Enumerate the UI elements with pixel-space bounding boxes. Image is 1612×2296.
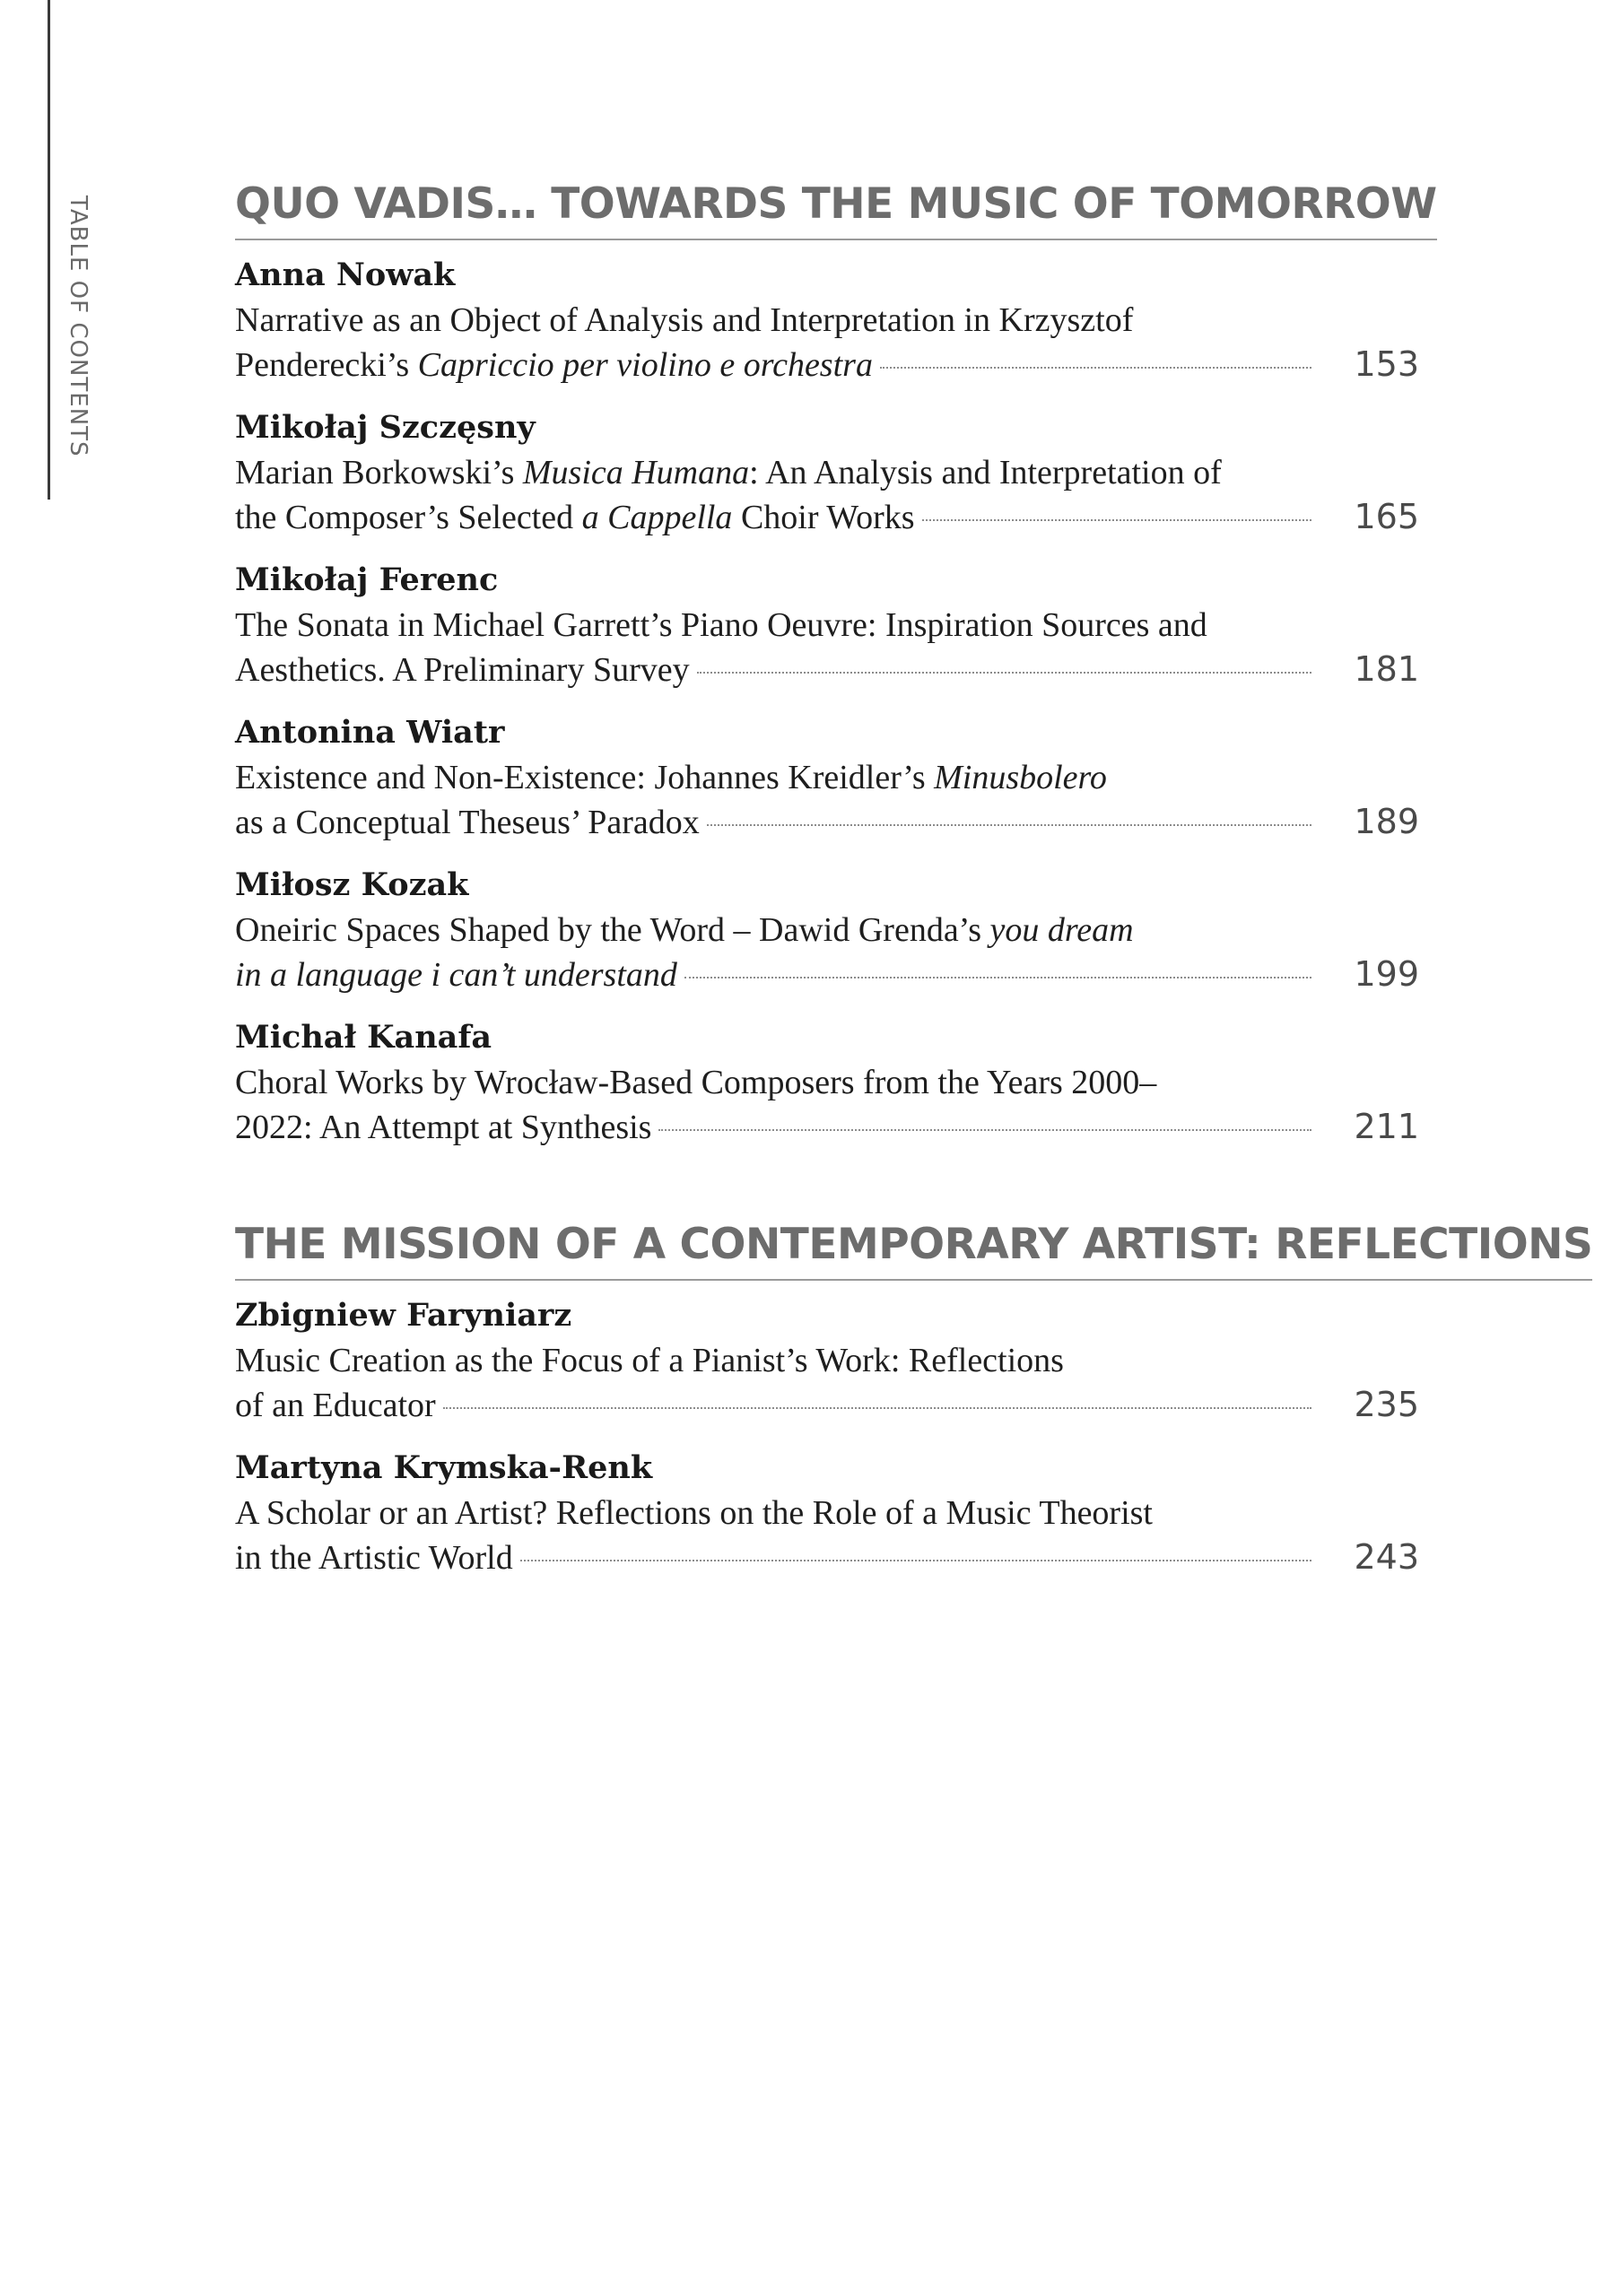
entry-title-text: as a Conceptual Theseus’ Paradox bbox=[235, 804, 700, 841]
entry-title-line: The Sonata in Michael Garrett’s Piano Oeuvre: Inspiration Sources and bbox=[235, 606, 1207, 644]
entry-author: Mikołaj Ferenc bbox=[235, 561, 499, 598]
entry-title-line: A Scholar or an Artist? Reflections on the Role of a Music Theorist bbox=[235, 1494, 1153, 1532]
toc-entry[interactable] bbox=[235, 253, 1419, 387]
entry-title-last-line bbox=[235, 800, 1419, 845]
entry-title-text: in the Artistic World bbox=[235, 1539, 513, 1577]
entry-author: Antonina Wiatr bbox=[235, 714, 505, 751]
entry-title-text: of an Educator bbox=[235, 1387, 436, 1424]
dot-leader bbox=[707, 824, 1311, 826]
section-title: THE MISSION OF A CONTEMPORARY ARTIST: REFLECTIONS bbox=[235, 1220, 1592, 1281]
toc-entry[interactable] bbox=[235, 1446, 1419, 1580]
running-header: TABLE OF CONTENTS bbox=[65, 196, 91, 457]
entry-title-line: Existence and Non-Existence: Johannes Kreidler’s Minusbolero bbox=[235, 759, 1107, 796]
entry-title-last-line bbox=[235, 1383, 1419, 1428]
page-number: 243 bbox=[1354, 1537, 1419, 1577]
section-mission bbox=[235, 1220, 1593, 1580]
entry-title-line: Narrative as an Object of Analysis and Interpretation in Krzysztof bbox=[235, 301, 1134, 339]
entry-title-last-line bbox=[235, 1105, 1419, 1150]
entry-title-text: Aesthetics. A Preliminary Survey bbox=[235, 651, 690, 689]
entry-author: Michał Kanafa bbox=[235, 1019, 492, 1056]
page-number: 211 bbox=[1354, 1107, 1419, 1146]
toc-entry[interactable] bbox=[235, 863, 1419, 997]
entry-title-line: Oneiric Spaces Shaped by the Word – Dawid Grenda’s you dream bbox=[235, 911, 1134, 949]
toc-entry[interactable] bbox=[235, 558, 1419, 692]
section-title: QUO VADIS… TOWARDS THE MUSIC OF TOMORROW bbox=[235, 179, 1437, 240]
dot-leader bbox=[922, 519, 1311, 521]
dot-leader bbox=[520, 1560, 1311, 1561]
toc-entry[interactable] bbox=[235, 1015, 1419, 1150]
section-quo-vadis bbox=[235, 179, 1437, 1150]
dot-leader bbox=[880, 367, 1311, 369]
entry-author: Martyna Krymska-Renk bbox=[235, 1449, 653, 1486]
entry-title-last-line bbox=[235, 1535, 1419, 1580]
toc-entry[interactable] bbox=[235, 710, 1419, 845]
margin-rule bbox=[48, 0, 50, 500]
page-number: 165 bbox=[1354, 497, 1419, 536]
entry-author: Mikołaj Szczęsny bbox=[235, 409, 536, 446]
page-number: 181 bbox=[1354, 649, 1419, 689]
table-of-contents bbox=[235, 179, 1593, 1598]
page-number: 199 bbox=[1354, 954, 1419, 994]
dot-leader bbox=[697, 672, 1311, 674]
dot-leader bbox=[658, 1129, 1311, 1131]
entry-title-text: in a language i can’t understand bbox=[235, 956, 677, 994]
entry-title-last-line bbox=[235, 343, 1419, 387]
entry-title-line: Music Creation as the Focus of a Pianist’s Work: Reflections bbox=[235, 1342, 1064, 1379]
toc-entry[interactable] bbox=[235, 1293, 1419, 1428]
entry-author: Zbigniew Faryniarz bbox=[235, 1297, 572, 1334]
entry-title-text: Penderecki’s Capriccio per violino e orchestra bbox=[235, 346, 873, 384]
entry-title-line: Marian Borkowski’s Musica Humana: An Analysis and Interpretation of bbox=[235, 454, 1222, 491]
dot-leader bbox=[684, 977, 1311, 978]
entry-title-line: Choral Works by Wrocław-Based Composers from the Years 2000– bbox=[235, 1064, 1157, 1101]
page-number: 235 bbox=[1354, 1385, 1419, 1424]
entry-title-last-line bbox=[235, 495, 1419, 540]
entry-title-last-line bbox=[235, 952, 1419, 997]
toc-entry[interactable] bbox=[235, 405, 1419, 540]
entry-author: Anna Nowak bbox=[235, 257, 456, 293]
entry-title-text: the Composer’s Selected a Cappella Choir Works bbox=[235, 499, 915, 536]
page-number: 153 bbox=[1354, 344, 1419, 384]
entry-author: Miłosz Kozak bbox=[235, 866, 469, 903]
entry-title-last-line bbox=[235, 648, 1419, 692]
dot-leader bbox=[443, 1407, 1311, 1409]
page-number: 189 bbox=[1354, 802, 1419, 841]
entry-title-text: 2022: An Attempt at Synthesis bbox=[235, 1109, 652, 1146]
